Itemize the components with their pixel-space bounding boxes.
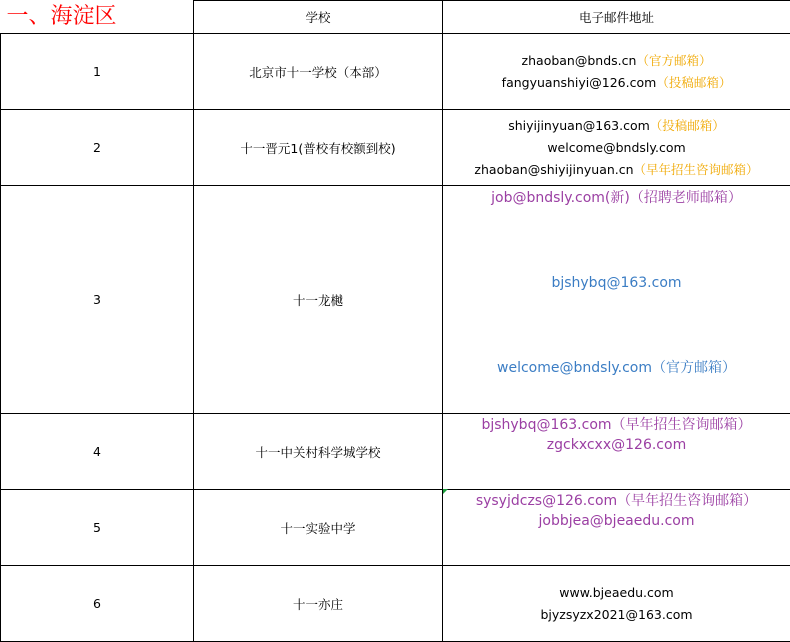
email-note: （官方邮箱）: [636, 52, 712, 68]
row-number-cell[interactable]: 3: [1, 186, 194, 414]
email-address: shiyijinyuan@163.com: [508, 117, 650, 133]
email-address: welcome@bndsly.com: [497, 360, 652, 376]
email-note: （官方邮箱）: [651, 360, 736, 376]
email-line: [443, 582, 790, 604]
school-cell[interactable]: 十一亦庄: [194, 566, 443, 642]
email-line: [443, 511, 790, 531]
email-address: zhaoban@shiyijinyuan.cn: [474, 161, 634, 177]
email-cell[interactable]: [443, 34, 790, 110]
table-row: [1, 490, 790, 566]
email-address: zgckxcxx@126.com: [546, 437, 687, 453]
column-header-school[interactable]: 学校: [194, 1, 443, 34]
email-cell[interactable]: [443, 414, 790, 490]
email-note: （早年招生咨询邮箱）: [633, 161, 759, 177]
row-number-cell[interactable]: 6: [1, 566, 194, 642]
table-row: [1, 414, 790, 490]
email-note: （投稿邮箱）: [649, 117, 725, 133]
header-row: [1, 1, 790, 34]
table-row: [1, 566, 790, 642]
column-header-email[interactable]: 电子邮件地址: [443, 1, 790, 34]
email-cell[interactable]: [443, 186, 790, 414]
cell-comment-indicator-icon: [443, 489, 448, 494]
email-address: welcome@bndsly.com: [547, 139, 686, 155]
email-address: job@bndsly.com(新): [491, 190, 630, 206]
email-cell[interactable]: [443, 566, 790, 642]
email-address: fangyuanshiyi@126.com: [501, 74, 657, 90]
email-address: bjshybq@163.com: [481, 417, 612, 433]
school-cell[interactable]: 十一龙樾: [194, 186, 443, 414]
email-line: [443, 491, 790, 511]
email-address: bjyzsyzx2021@163.com: [540, 606, 693, 622]
school-cell[interactable]: 十一实验中学: [194, 490, 443, 566]
email-line: [443, 50, 790, 72]
email-line: [443, 188, 790, 208]
email-line: [443, 435, 790, 455]
row-number-cell[interactable]: 1: [1, 34, 194, 110]
email-note: （早年招生咨询邮箱）: [611, 417, 752, 433]
sheet-title[interactable]: 一、海淀区: [1, 1, 194, 34]
table-row: [1, 186, 790, 414]
email-line: [443, 273, 790, 293]
row-number-cell[interactable]: 2: [1, 110, 194, 186]
email-note: （投稿邮箱）: [656, 74, 732, 90]
email-address: bjshybq@163.com: [551, 275, 682, 291]
email-line: [443, 72, 790, 94]
row-number-cell[interactable]: 5: [1, 490, 194, 566]
email-cell[interactable]: [443, 110, 790, 186]
email-line: [443, 159, 790, 181]
email-line: [443, 604, 790, 626]
email-address: www.bjeaedu.com: [559, 584, 674, 600]
email-note: （招聘老师邮箱）: [629, 190, 742, 206]
email-address: jobbjea@bjeaedu.com: [538, 513, 695, 529]
email-line: [443, 358, 790, 378]
email-note: （早年招生咨询邮箱）: [617, 493, 758, 509]
email-line: [443, 415, 790, 435]
school-cell[interactable]: 北京市十一学校（本部）: [194, 34, 443, 110]
email-line: [443, 115, 790, 137]
table-row: [1, 34, 790, 110]
school-cell[interactable]: 十一中关村科学城学校: [194, 414, 443, 490]
email-line: [443, 137, 790, 159]
row-number-cell[interactable]: 4: [1, 414, 194, 490]
email-address: sysyjdczs@126.com: [475, 493, 618, 509]
email-address: zhaoban@bnds.cn: [521, 52, 637, 68]
school-cell[interactable]: 十一晋元1(普校有校额到校): [194, 110, 443, 186]
table-row: [1, 110, 790, 186]
email-cell[interactable]: [443, 490, 790, 566]
